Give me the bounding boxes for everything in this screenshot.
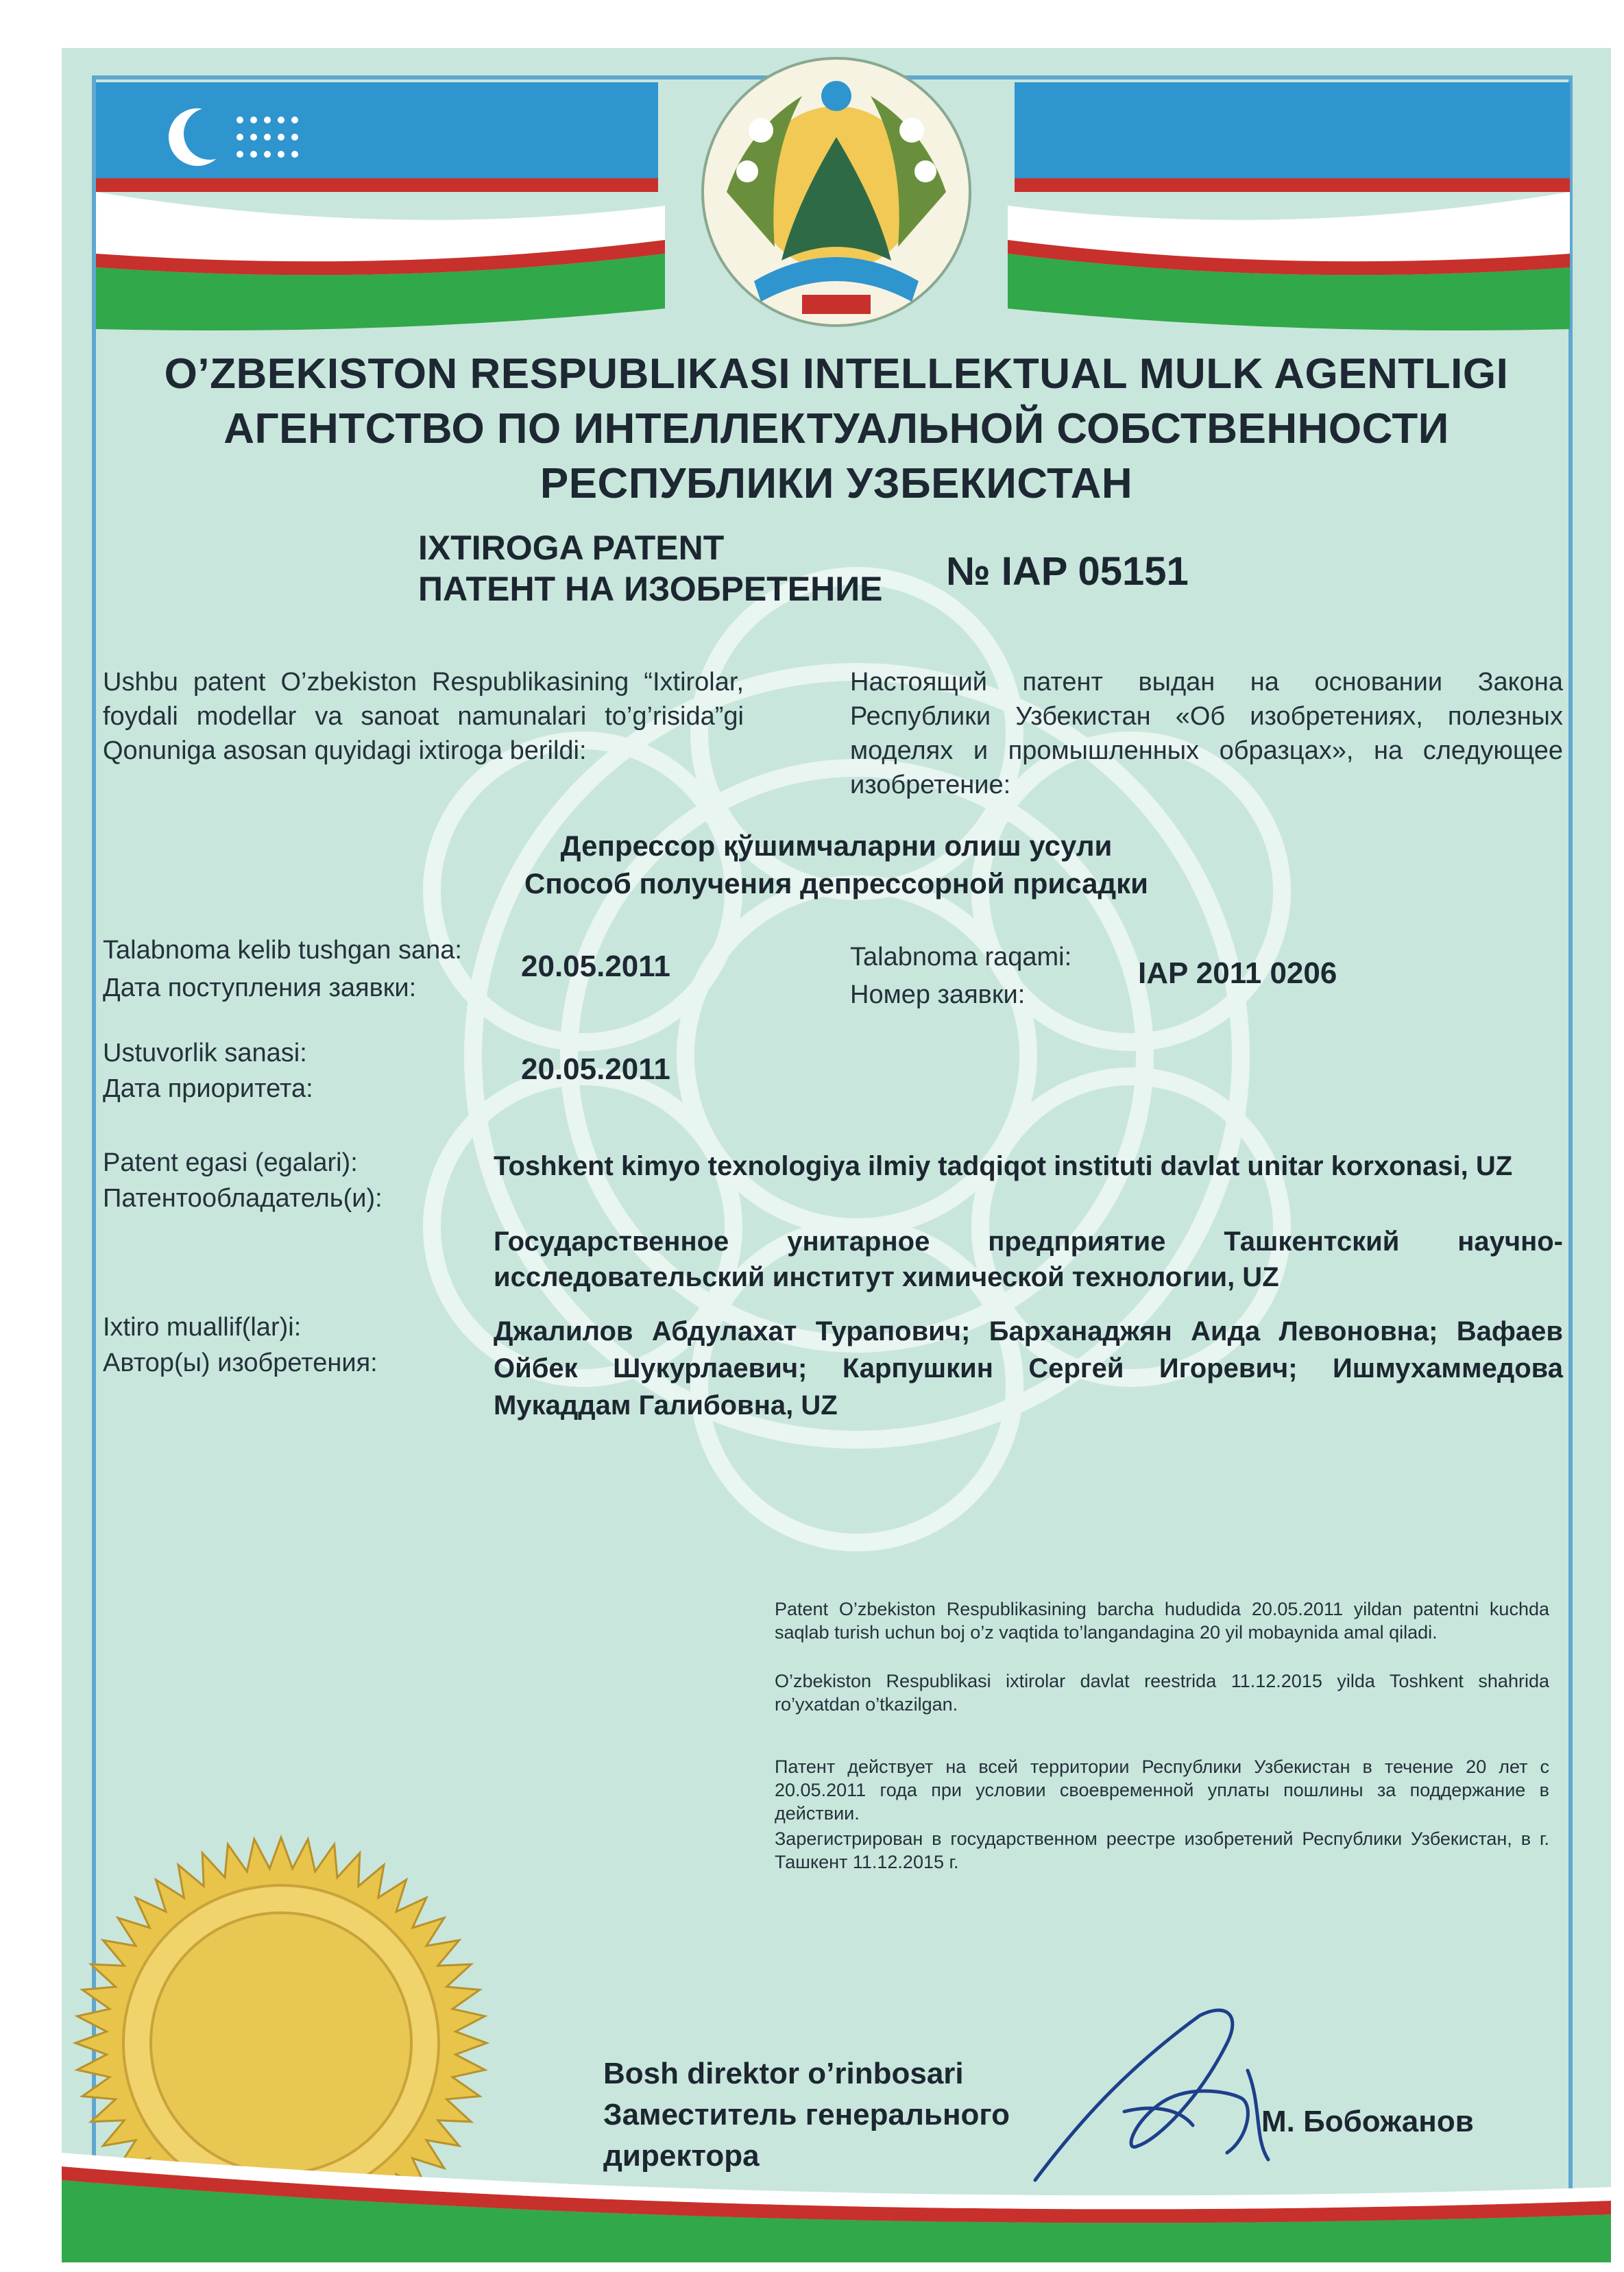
agency-name-uz: O’ZBEKISTON RESPUBLIKASI INTELLEKTUAL MULK AGENTLIGI (164, 350, 1509, 398)
invention-title-ru: Способ получения депрессорной присадки (524, 867, 1148, 899)
owner-label-uz: Patent egasi (egalari): (103, 1148, 358, 1177)
invention-title-uz: Депрессор қўшимчаларни олиш усули (560, 830, 1113, 862)
signer-name: М. Бобожанов (1261, 2105, 1474, 2138)
bottom-ribbon (62, 2139, 1611, 2262)
owner-uz: Toshkent kimyo texnologiya ilmiy tadqiqot instituti davlat unitar korxonasi, UZ (494, 1151, 1513, 1181)
patent-certificate (62, 48, 1611, 2262)
app-number-label-uz: Talabnoma raqami: (850, 943, 1072, 971)
app-number: IAP 2011 0206 (1138, 956, 1337, 990)
signer-title-uz: Bosh direktor o’rinbosari (603, 2057, 964, 2090)
authors-label-ru: Автор(ы) изобретения: (103, 1349, 378, 1377)
filing-date-label-ru: Дата поступления заявки: (103, 974, 417, 1002)
agency-name-ru-2: РЕСПУБЛИКИ УЗБЕКИСТАН (540, 460, 1133, 507)
crescent-stars-icon (165, 99, 370, 182)
signer-title-ru-1: Заместитель генерального (603, 2098, 1010, 2131)
authors: Джалилов Абдулахат Турапович; Барханаджян Аида Левоновна; Вафаев Ойбек Шукурлаевич; Карпушкин Сергей Игоревич; Ишмухаммедова Мукаддам Галибовна, UZ (494, 1316, 1563, 1421)
priority-date: 20.05.2011 (521, 1052, 670, 1086)
filing-date-label-uz: Talabnoma kelib tushgan sana: (103, 936, 462, 965)
authors-label-uz: Ixtiro muallif(lar)i: (103, 1313, 302, 1342)
patent-title-ru: ПАТЕНТ НА ИЗОБРЕТЕНИЕ (418, 570, 883, 608)
patent-title-uz: IXTIROGA PATENT (418, 529, 725, 567)
validity-uz-2: O’zbekiston Respublikasi ixtirolar davlat reestrida 11.12.2015 yilda Toshkent shahrida ro’yxatdan o’tkazilgan. (775, 1671, 1549, 1715)
owner-ru: Государственное унитарное предприятие Ташкентский научно-исследовательский институт химической технологии, UZ (494, 1226, 1563, 1292)
agency-name-ru-1: АГЕНТСТВО ПО ИНТЕЛЛЕКТУАЛЬНОЙ СОБСТВЕННОСТИ (223, 405, 1449, 452)
app-number-label-ru: Номер заявки: (850, 980, 1026, 1009)
filing-date: 20.05.2011 (521, 950, 670, 983)
patent-number: № IAP 05151 (946, 549, 1189, 594)
priority-label-ru: Дата приоритета: (103, 1074, 313, 1103)
signature-mark (1021, 1988, 1309, 2194)
validity-ru-1: Патент действует на всей территории Республики Узбекистан в течение 20 лет с 20.05.2011 года при условии своевременной уплаты пошлины за поддержание в действии. (775, 1756, 1549, 1824)
signer-title-ru-2: директора (603, 2139, 760, 2173)
priority-label-uz: Ustuvorlik sanasi: (103, 1039, 307, 1067)
validity-ru-2: Зарегистрирован в государственном реестре изобретений Республики Узбекистан, в г. Ташкент 11.12.2015 г. (775, 1828, 1549, 1872)
intro-uz: Ushbu patent O’zbekiston Respublikasining “Ixtirolar, foydali modellar va sanoat namunalari to’g’risida”gi Qonuniga asosan quyidagi ixtiroga berildi: (103, 668, 744, 765)
emblem-icon (699, 55, 973, 329)
intro-ru: Настоящий патент выдан на основании Закона Республики Узбекистан «Об изобретениях, полезных моделях и промышленных образцах», на следующее изобретение: (850, 668, 1563, 799)
owner-label-ru: Патентообладатель(и): (103, 1184, 383, 1213)
validity-uz-1: Patent O’zbekiston Respublikasining barcha hududida 20.05.2011 yildan patentni kuchda saqlab turish uchun boj o’z vaqtida to’langandagina 20 yil mobaynida amal qiladi. (775, 1599, 1549, 1643)
